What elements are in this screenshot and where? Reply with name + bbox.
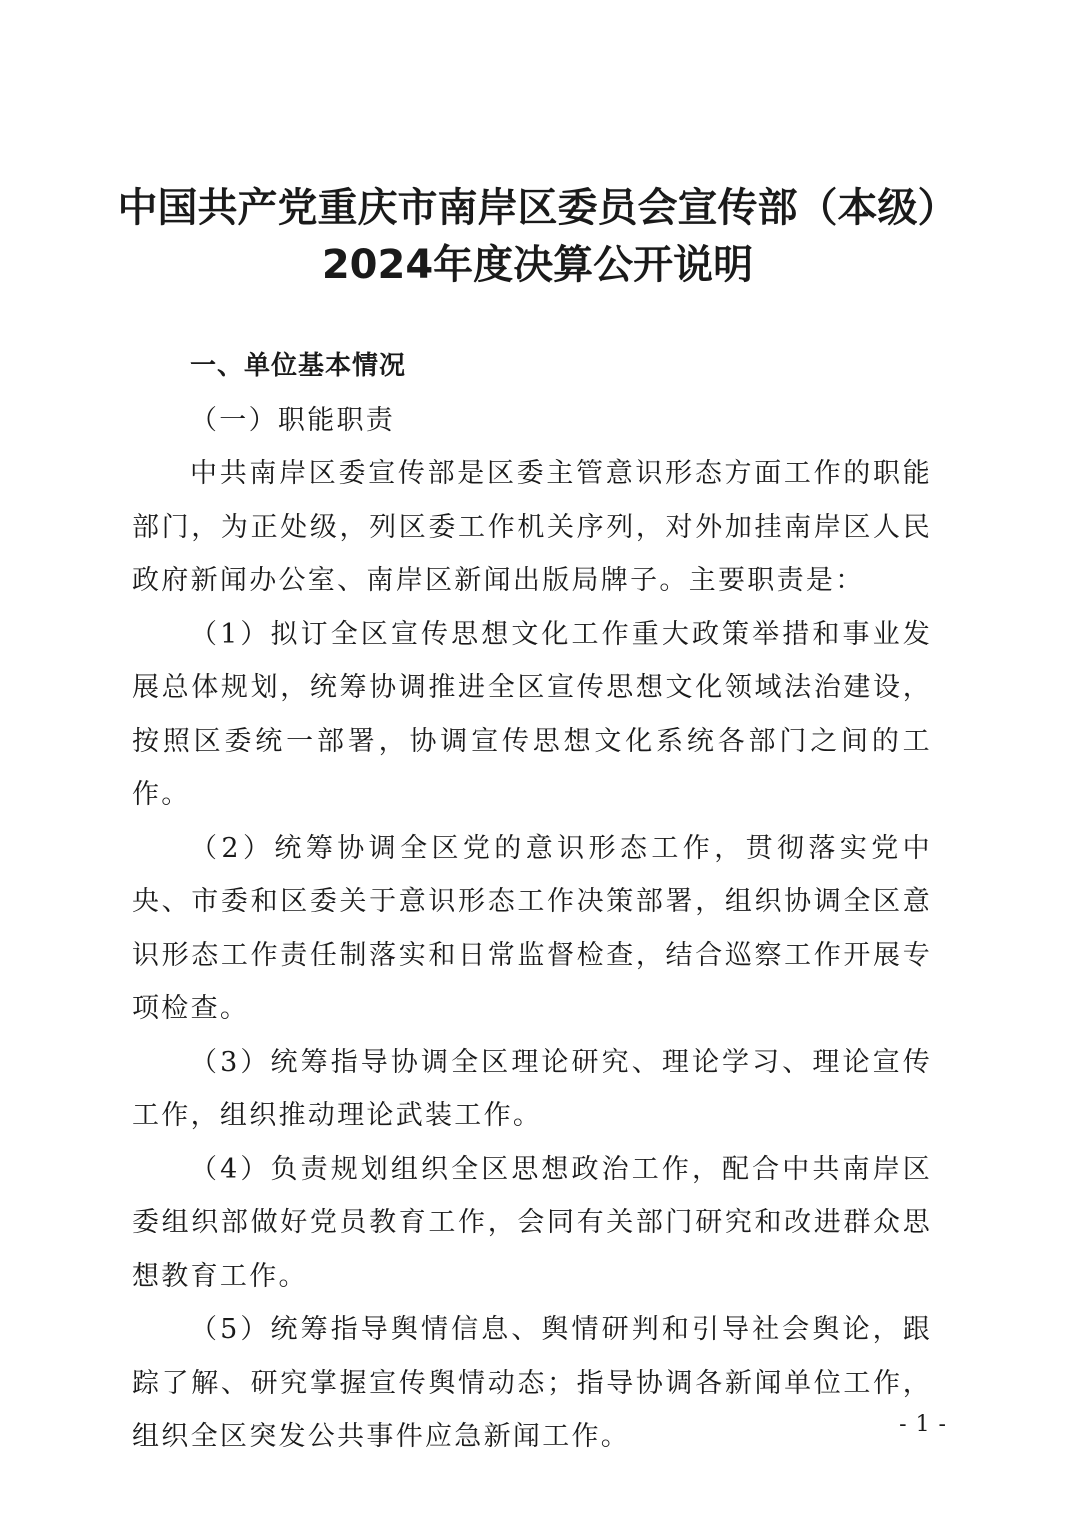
document-body xyxy=(132,340,932,1464)
paragraph: （3）统筹指导协调全区理论研究、理论学习、理论宣传工作，组织推动理论武装工作。 xyxy=(132,1046,932,1131)
title-line-2: 2024年度决算公开说明 xyxy=(321,242,754,288)
title-line-1: 中国共产党重庆市南岸区委员会宣传部（本级） xyxy=(117,185,958,231)
page-number: - 1 - xyxy=(899,1412,947,1437)
paragraph: （5）统筹指导舆情信息、舆情研判和引导社会舆论，跟踪了解、研究掌握宣传舆情动态；指导协调各新闻单位工作，组织全区突发公共事件应急新闻工作。 xyxy=(132,1314,932,1452)
section-heading: 一、单位基本情况 xyxy=(190,351,407,381)
document-title xyxy=(0,180,1075,294)
paragraph: （2）统筹协调全区党的意识形态工作，贯彻落实党中央、市委和区委关于意识形态工作决策部署，组织协调全区意识形态工作责任制落实和日常监督检查，结合巡察工作开展专项检查。 xyxy=(132,832,932,1024)
paragraph: （4）负责规划组织全区思想政治工作，配合中共南岸区委组织部做好党员教育工作，会同有关部门研究和改进群众思想教育工作。 xyxy=(132,1153,932,1292)
paragraph: （1）拟订全区宣传思想文化工作重大政策举措和事业发展总体规划，统筹协调推进全区宣传思想文化领域法治建设，按照区委统一部署，协调宣传思想文化系统各部门之间的工作。 xyxy=(132,618,932,810)
subsection-heading: （一）职能职责 xyxy=(190,404,396,436)
paragraph: 中共南岸区委宣传部是区委主管意识形态方面工作的职能部门，为正处级，列区委工作机关序列，对外加挂南岸区人民政府新闻办公室、南岸区新闻出版局牌子。主要职责是： xyxy=(132,458,932,596)
